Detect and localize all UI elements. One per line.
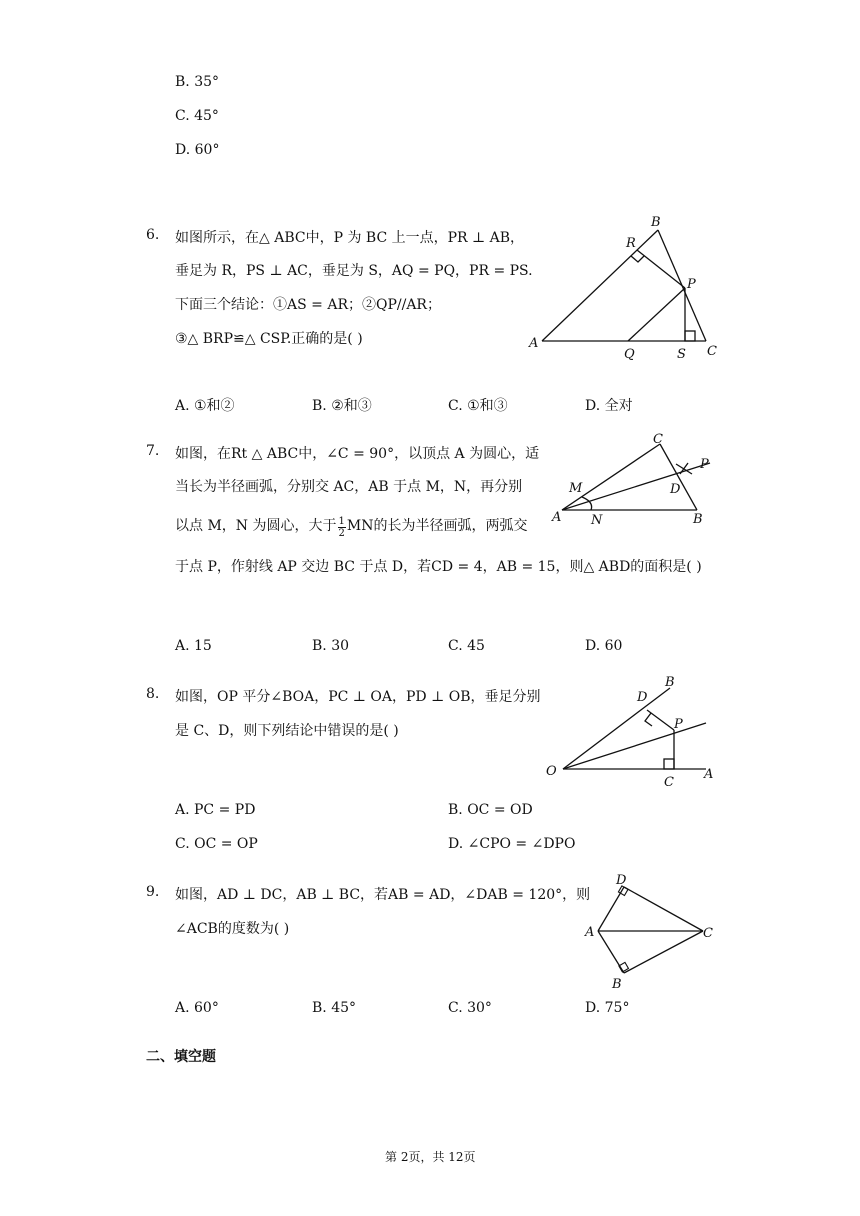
q9-label-a: A: [585, 925, 595, 940]
q9-option-a: A. 60°: [175, 1000, 219, 1016]
q8-option-a: A. PC = PD: [175, 802, 256, 818]
section-title: 二、填空题: [146, 1049, 216, 1065]
q6-label-q: Q: [624, 347, 635, 362]
q7-option-c: C. 45: [448, 638, 485, 654]
q5-option-b: B. 35°: [175, 74, 220, 90]
q6-option-c: C. ①和③: [448, 398, 508, 414]
q8-label-p: P: [674, 717, 683, 732]
q8-label-d: D: [637, 690, 648, 705]
q6-label-s: S: [677, 347, 686, 362]
q7-label-c: C: [653, 432, 663, 447]
q6-text-line: ③△ BRP≌△ CSP.正确的是( ): [175, 331, 363, 347]
q6-label-a: A: [529, 336, 539, 351]
q9-option-d: D. 75°: [585, 1000, 630, 1016]
q6-text-line: 垂足为 R，PS ⊥ AC，垂足为 S，AQ = PQ，PR = PS.: [175, 263, 533, 279]
q9-option-c: C. 30°: [448, 1000, 492, 1016]
q6-number: 6.: [146, 227, 160, 243]
q7-label-p: P: [700, 457, 709, 472]
q7-label-n: N: [591, 513, 603, 528]
q7-text-line: 于点 P，作射线 AP 交边 BC 于点 D，若CD = 4，AB = 15，则△ ABD的面积是( ): [175, 559, 702, 575]
q8-label-c: C: [664, 775, 674, 790]
q6-text-line: 如图所示，在△ ABC中，P 为 BC 上一点，PR ⊥ AB，: [175, 230, 525, 246]
q9-option-b: B. 45°: [312, 1000, 357, 1016]
q8-number: 8.: [146, 686, 160, 702]
q9-label-c: C: [703, 926, 713, 941]
q9-text-line: 如图，AD ⊥ DC，AB ⊥ BC，若AB = AD，∠DAB = 120°，则: [175, 887, 591, 903]
q7-label-m: M: [569, 481, 583, 496]
page-footer: 第 2页，共 12页: [385, 1150, 476, 1164]
q6-text-line: 下面三个结论：①AS = AR；②QP//AR；: [175, 297, 441, 313]
q8-text-line: 是 C、D，则下列结论中错误的是( ): [175, 723, 399, 739]
q6-label-p: P: [687, 277, 696, 292]
q7-option-a: A. 15: [175, 638, 212, 654]
q9-number: 9.: [146, 884, 160, 900]
q8-label-b: B: [665, 675, 675, 690]
q7-label-a: A: [552, 510, 562, 525]
q7-text-line: 当长为半径画弧，分别交 AC，AB 于点 M，N，再分别: [175, 479, 523, 495]
q8-label-o: O: [546, 764, 557, 779]
q7-label-b: B: [693, 512, 703, 527]
q7-option-d: D. 60: [585, 638, 623, 654]
q5-option-c: C. 45°: [175, 108, 219, 124]
q6-label-b: B: [651, 215, 661, 230]
q9-label-b: B: [612, 977, 622, 992]
q8-option-b: B. OC = OD: [448, 802, 533, 818]
q7-option-b: B. 30: [312, 638, 350, 654]
q6-label-c: C: [707, 344, 717, 359]
q7-text-line: 如图，在Rt △ ABC中，∠C = 90°，以顶点 A 为圆心，适: [175, 446, 540, 462]
q8-option-c: C. OC = OP: [175, 836, 258, 852]
q6-option-d: D. 全对: [585, 398, 633, 414]
q5-option-d: D. 60°: [175, 142, 220, 158]
q8-option-d: D. ∠CPO = ∠DPO: [448, 836, 576, 852]
q9-text-line: ∠ACB的度数为( ): [175, 921, 290, 937]
q8-label-a: A: [704, 767, 714, 782]
q6-option-a: A. ①和②: [175, 398, 235, 414]
q7-number: 7.: [146, 443, 160, 459]
q7-text-line: 以点 M，N 为圆心，大于 $\frac{1}{2}$ MN的长为半径画弧，两弧交: [175, 516, 528, 539]
q7-fraction: $\frac{1}{2}$: [338, 516, 345, 539]
q6-option-b: B. ②和③: [312, 398, 372, 414]
q9-label-d: D: [616, 873, 627, 888]
q7-label-d: D: [670, 482, 681, 497]
q8-text-line: 如图，OP 平分∠BOA，PC ⊥ OA，PD ⊥ OB，垂足分别: [175, 689, 541, 705]
q6-label-r: R: [626, 236, 636, 251]
